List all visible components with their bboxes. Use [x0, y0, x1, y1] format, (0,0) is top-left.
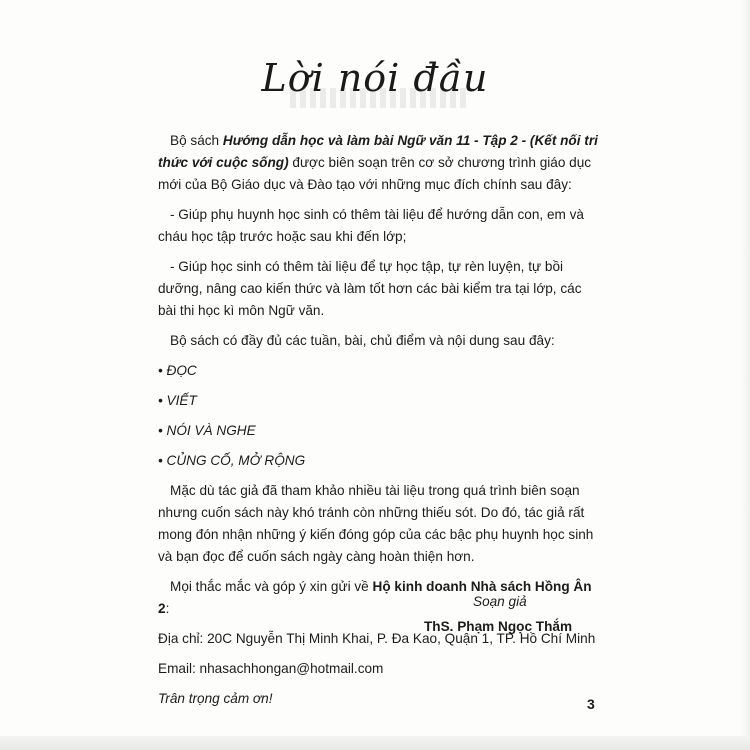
purpose-item-2: - Giúp học sinh có thêm tài liệu để tự học tập, tự rèn luyện, tự bồi dưỡng, nâng cao kiến thức và làm tốt hơn các bài kiểm tra tại lớp, các bài thi học kì môn Ngữ văn.	[158, 259, 582, 318]
contact-address: Địa chỉ: 20C Nguyễn Thị Minh Khai, P. Đa Kao, Quận 1, TP. Hồ Chí Minh	[158, 631, 596, 646]
section-item-doc: • ĐỌC	[158, 363, 197, 378]
intro-text-2: được biên soạn trên cơ sở chương trình giáo dục mới của Bộ Giáo dục và Đào tạo với những mục đích chính sau đây:	[158, 155, 592, 192]
section-item-cung-co: • CỦNG CỐ, MỞ RỘNG	[158, 453, 306, 468]
contact-business: Hộ kinh doanh Nhà sách Hồng Ân 2	[158, 579, 592, 616]
contact-suffix: :	[165, 601, 170, 616]
section-item-viet: • VIẾT	[158, 393, 197, 408]
content-intro: Bộ sách có đầy đủ các tuần, bài, chủ điểm và nội dung sau đây:	[170, 333, 555, 348]
signature-role: Soạn giả	[473, 594, 527, 609]
page-edge-shadow	[740, 0, 750, 750]
page-bottom-shadow	[0, 736, 750, 750]
page-number: 3	[587, 696, 595, 712]
closing-paragraph: Mặc dù tác giả đã tham khảo nhiều tài liệu trong quá trình biên soạn nhưng cuốn sách này khó tránh còn những thiếu sót. Do đó, tác giả rất mong đón nhận những ý kiến đóng góp của các bậc phụ huynh học sinh và bạn đọc để cuốn sách ngày càng hoàn thiện hơn.	[158, 483, 594, 564]
book-title: Hướng dẫn học và làm bài Ngữ văn 11 - Tập 2 - (Kết nối tri thức với cuộc sống)	[158, 133, 598, 170]
contact-line	[158, 576, 598, 620]
section-item-noi-va-nghe: • NÓI VÀ NGHE	[158, 423, 256, 438]
intro-paragraph	[158, 130, 598, 196]
purpose-item-1: - Giúp phụ huynh học sinh có thêm tài liệu để hướng dẫn con, em và cháu học tập trước hoặc sau khi đến lớp;	[158, 207, 584, 244]
thanks-line: Trân trọng cảm ơn!	[158, 691, 273, 706]
contact-prefix: Mọi thắc mắc và góp ý xin gửi về	[170, 579, 373, 594]
intro-text-1: Bộ sách	[170, 133, 223, 148]
signature-name: ThS. Phạm Ngọc Thắm	[424, 619, 573, 634]
contact-email: Email: nhasachhongan@hotmail.com	[158, 661, 384, 676]
page-title: Lời nói đầu	[261, 56, 489, 100]
